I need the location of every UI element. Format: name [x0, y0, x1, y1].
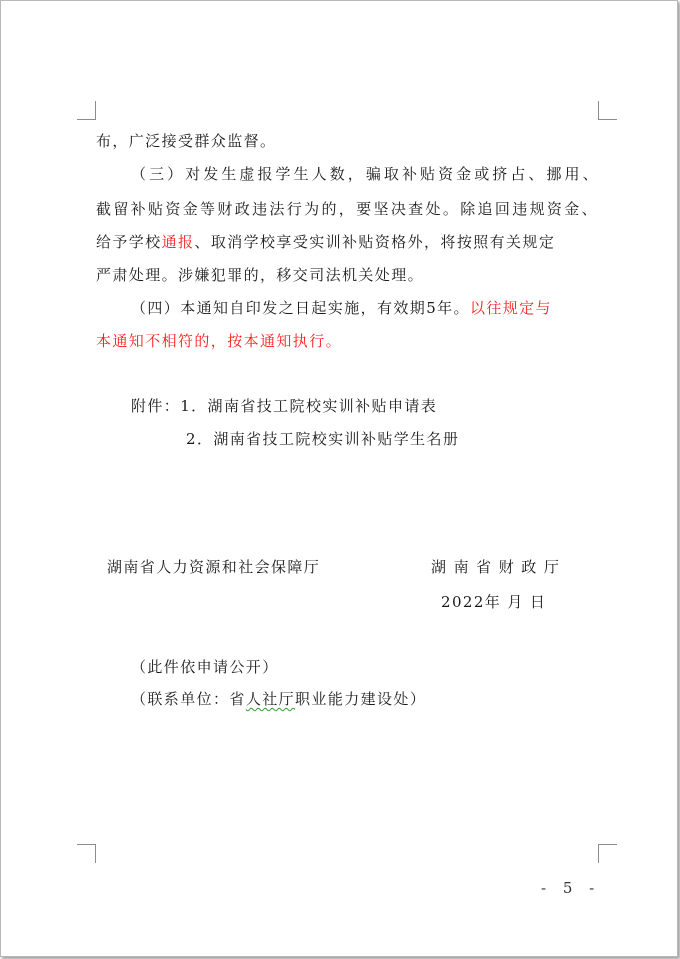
body-line-3: 截留补贴资金等财政违法行为的，要坚决查处。除追回违规资金、: [96, 200, 598, 218]
signature-date: 2022年 月 日: [441, 593, 547, 611]
body-line-7: 本通知不相符的，按本通知执行。: [96, 332, 343, 350]
body-line-2: （三）对发生虚报学生人数，骗取补贴资金或挤占、挪用、: [131, 165, 599, 183]
crop-mark-bottom-left: [77, 844, 96, 863]
page-number: - 5 -: [541, 879, 601, 897]
attachment-item-2: 2．湖南省技工院校实训补贴学生名册: [186, 430, 460, 448]
crop-mark-top-right: [598, 101, 617, 120]
body-line-4-text-a: 给予学校: [96, 233, 162, 251]
crop-mark-top-left: [77, 101, 96, 120]
body-line-6-text-a: （四）本通知自印发之日起实施，有效期5年。: [131, 299, 470, 317]
body-line-4: [96, 232, 598, 252]
signature-org-hrss: 湖南省人力资源和社会保障厅: [107, 558, 321, 576]
body-line-5: 严肃处理。涉嫌犯罪的，移交司法机关处理。: [96, 266, 425, 284]
body-line-4-text-c: 、取消学校享受实训补贴资格外，将按照有关规定: [194, 233, 556, 251]
signature-org-finance: 湖 南 省 财 政 厅: [431, 558, 561, 576]
body-line-6: [131, 298, 601, 318]
highlight-previous-rules: 以往规定与: [469, 299, 552, 317]
attachments-label: 附件：: [131, 397, 181, 415]
body-line-1: 布，广泛接受群众监督。: [96, 132, 277, 150]
attachment-item-1: 1．湖南省技工院校实训补贴申请表: [180, 397, 438, 415]
contact-dept-spellcheck: 人社厅: [245, 690, 296, 708]
attachment-line-1: [131, 396, 641, 416]
disclosure-note: （此件依申请公开）: [131, 658, 279, 676]
contact-note-suffix: 职业能力建设处）: [295, 690, 427, 708]
crop-mark-bottom-right: [598, 844, 617, 863]
highlight-tongbao: 通报: [161, 233, 195, 251]
contact-note: [131, 689, 641, 709]
contact-note-prefix: （联系单位：省: [131, 690, 246, 708]
